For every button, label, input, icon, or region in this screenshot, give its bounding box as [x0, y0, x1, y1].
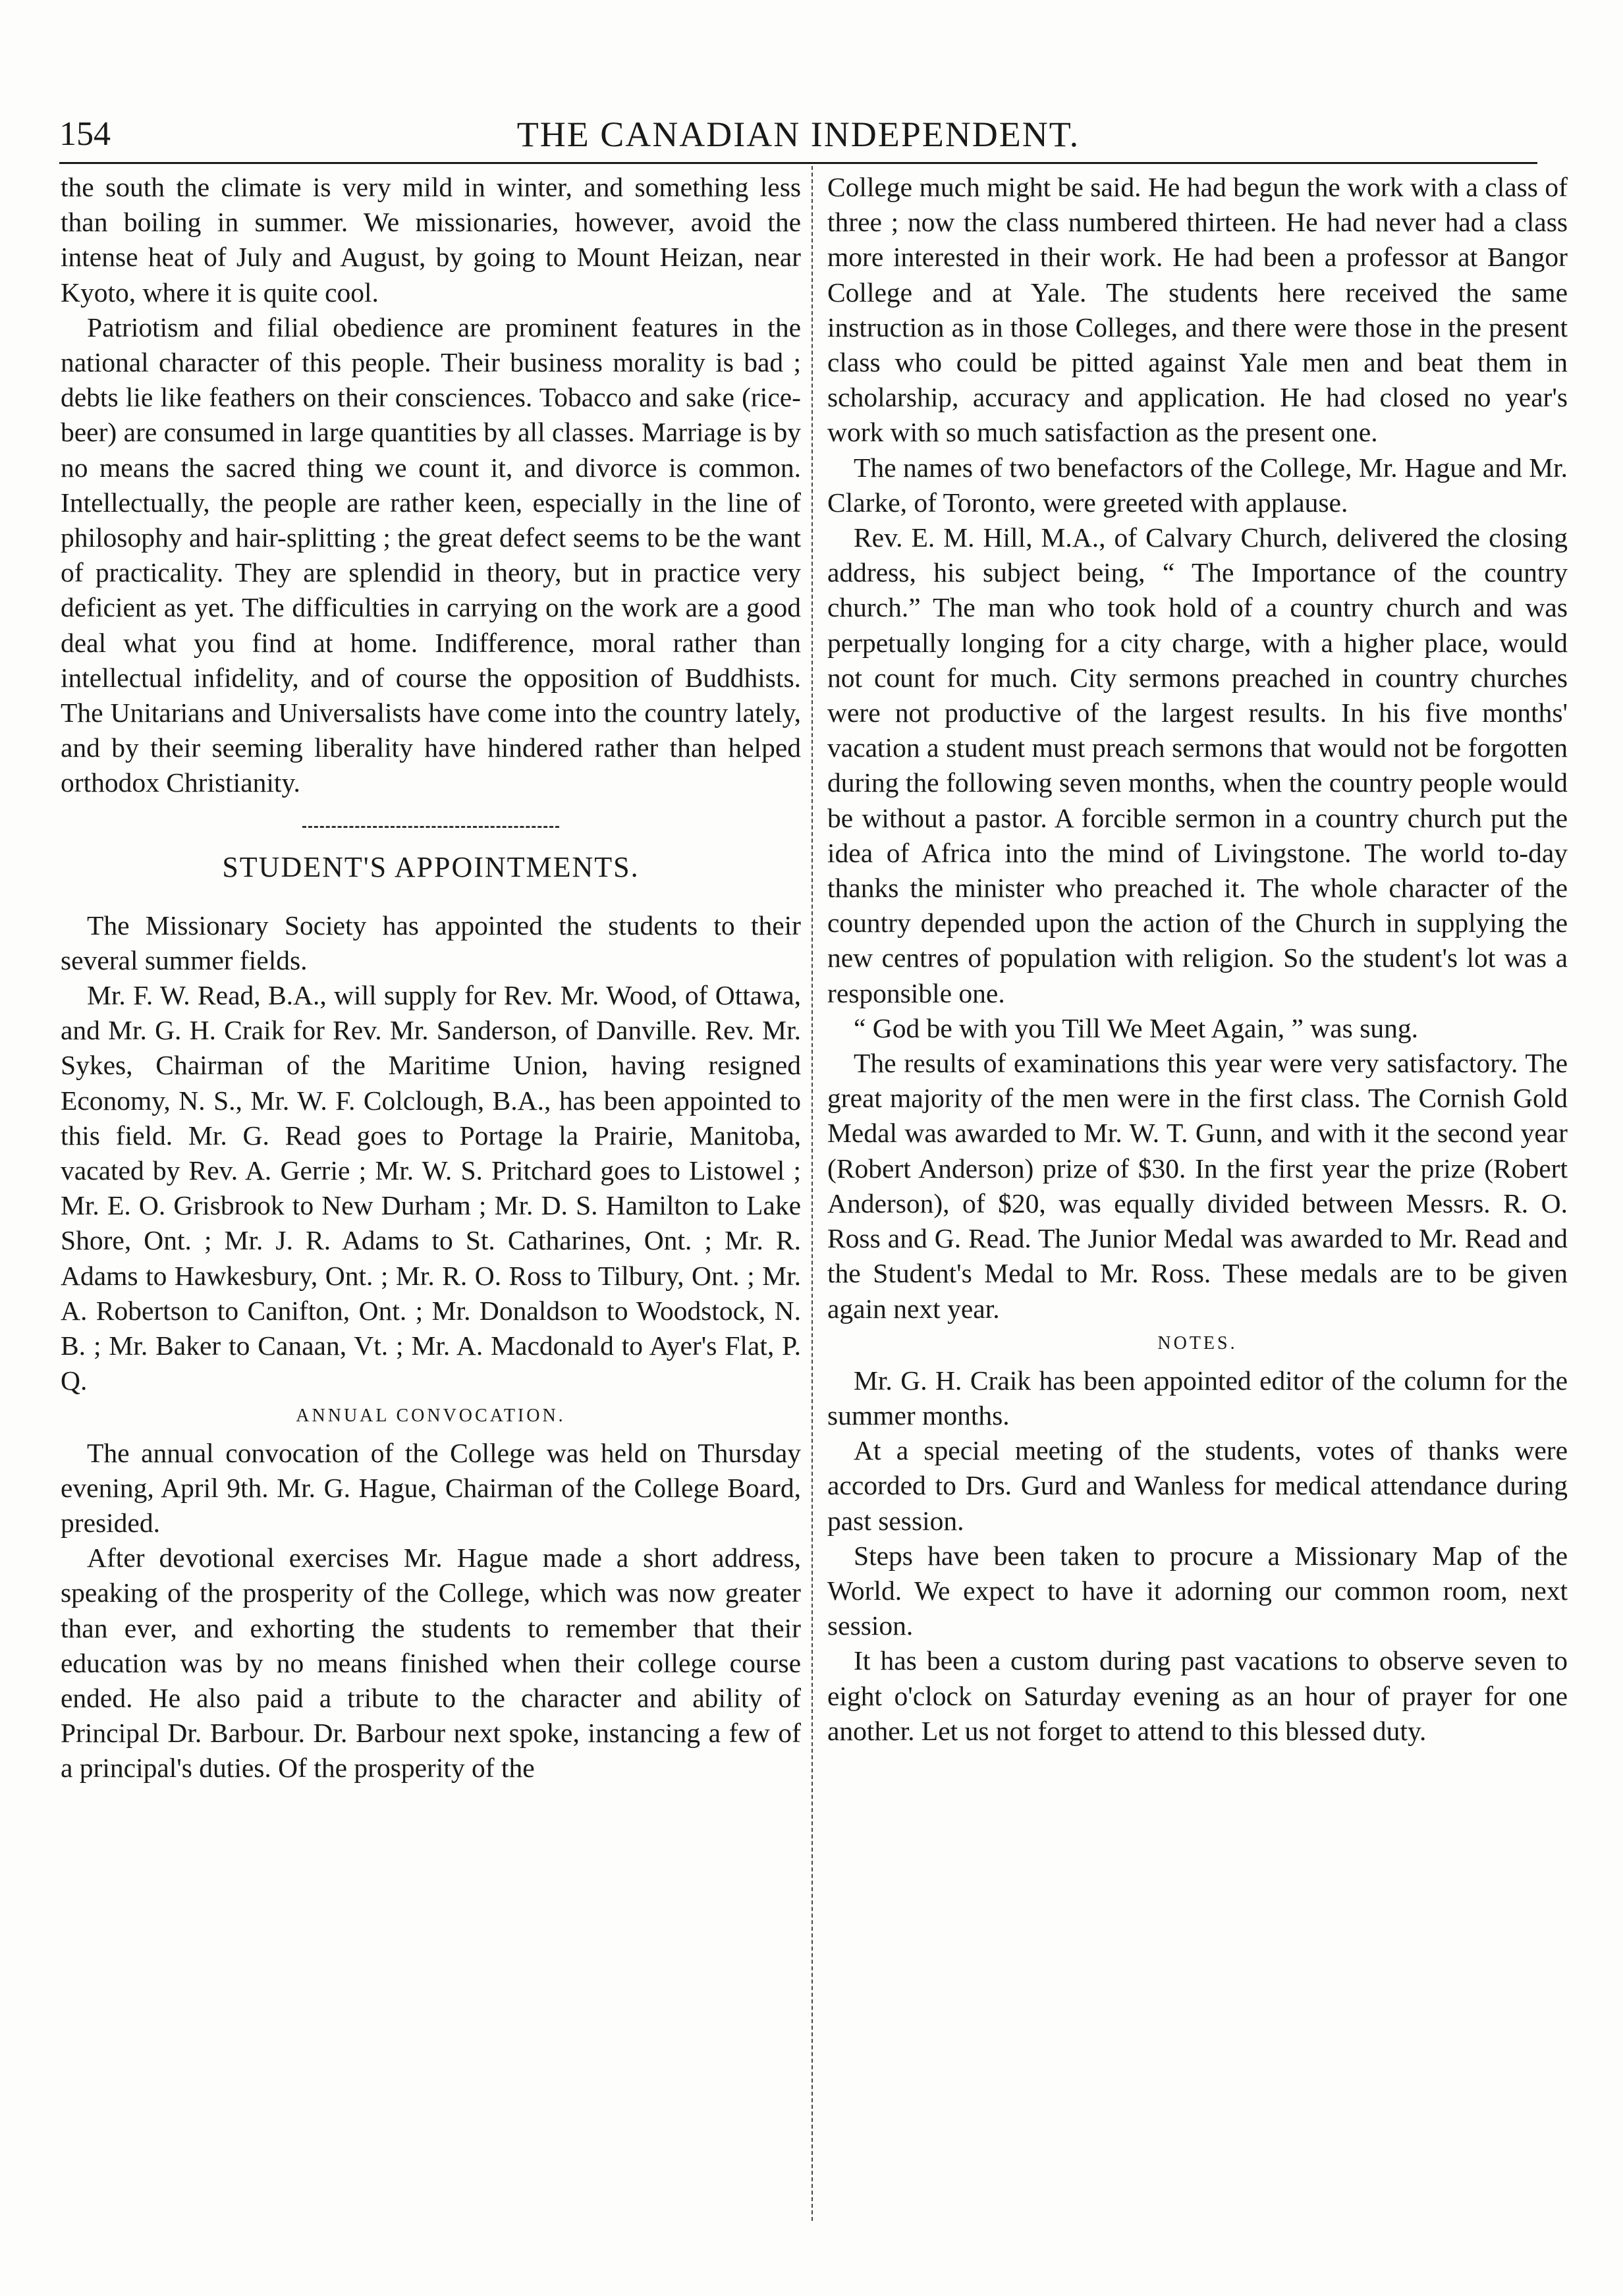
paragraph-national-character: Patriotism and filial obedience are prominent features in the national character of this people. Their business morality is bad ; debts lie like feathers on their consciences. Tobacco and sake (rice-beer) are consumed in large quantities by all classes. Marriage is by no means the sacred thing we count it, and divorce is common. Intellectually, the people are rather keen, especially in the line of philosophy and hair-splitting ; the great defect seems to be the want of practicality. They are splendid in theory, but in practice very deficient as yet. The difficulties in carrying on the work are a good deal what you find at home. Indifference, moral rather than intellectual infidelity, and of course the opposition of Buddhists. The Unitarians and Universalists have come into the country lately, and by their seeming liberality have hindered rather than helped orthodox Christianity.: [61, 312, 801, 798]
subhead-notes: NOTES.: [1157, 1332, 1238, 1353]
left-column: [61, 170, 801, 2225]
paragraph-appointments-intro: The Missionary Society has appointed the students to their several summer fields.: [61, 910, 801, 975]
paragraph-note-thanks: At a special meeting of the students, votes of thanks were accorded to Drs. Gurd and Wanless for medical attendance during past session.: [827, 1435, 1568, 1536]
paragraph-appointments-list: Mr. F. W. Read, B.A., will supply for Rev. Mr. Wood, of Ottawa, and Mr. G. H. Craik for Rev. Mr. Sanderson, of Danville. Rev. Mr. Sykes, Chairman of the Maritime Union, having resigned Economy, N. S., Mr. W. F. Colclough, B.A., has been appointed to this field. Mr. G. Read goes to Portage la Prairie, Manitoba, vacated by Rev. A. Gerrie ; Mr. W. S. Pritchard goes to Listowel ; Mr. E. O. Grisbrook to New Durham ; Mr. D. S. Hamilton to Lake Shore, Ont. ; Mr. J. R. Adams to St. Catharines, Ont. ; Mr. R. Adams to Hawkesbury, Ont. ; Mr. R. O. Ross to Tilbury, Ont. ; Mr. A. Robertson to Canifton, Ont. ; Mr. Donaldson to Woodstock, N. B. ; Mr. Baker to Canaan, Vt. ; Mr. A. Macdonald to Ayer's Flat, P. Q.: [61, 980, 801, 1396]
page-header: [59, 111, 1537, 158]
journal-title: THE CANADIAN INDEPENDENT.: [516, 115, 1080, 154]
column-divider: [812, 166, 813, 2221]
paragraph-note-prayer: It has been a custom during past vacations to observe seven to eight o'clock on Saturday evening as an hour of prayer for one another. Let us not forget to attend to this blessed duty.: [827, 1645, 1568, 1746]
section-title-appointments: STUDENT'S APPOINTMENTS.: [222, 850, 640, 883]
paragraph-hymn: “ God be with you Till We Meet Again, ” was sung.: [854, 1012, 1418, 1043]
paragraph-benefactors: The names of two benefactors of the College, Mr. Hague and Mr. Clarke, of Toronto, were greeted with applause.: [827, 452, 1568, 518]
paragraph-climate: the south the climate is very mild in winter, and something less than boiling in summer. We missionaries, however, avoid the intense heat of July and August, by going to Mount Heizan, near Kyoto, where it is quite cool.: [61, 172, 801, 308]
right-column: [827, 170, 1568, 2225]
paragraph-note-map: Steps have been taken to procure a Missionary Map of the World. We expect to have it adorning our common room, next session.: [827, 1540, 1568, 1641]
section-separator: [302, 826, 559, 828]
paragraph-closing-address: Rev. E. M. Hill, M.A., of Calvary Church, delivered the closing address, his subject being, “ The Importance of the country church.” The man who took hold of a country church and was perpetually longing for a city charge, with a higher place, would not count for much. City sermons preached in country churches were not productive of the largest results. In his five months' vacation a student must preach sermons that would not be forgotten during the following seven months, when the country people would be without a pastor. A forcible sermon in a country church put the idea of Africa into the mind of Livingstone. The world to-day thanks the minister who preached it. The whole character of the country depended upon the action of the Church in supplying the new centres of population with religion. So the student's lot was a responsible one.: [827, 522, 1568, 1008]
paragraph-college-work: College much might be said. He had begun the work with a class of three ; now the class numbered thirteen. He had never had a class more interested in their work. He had been a professor at Bangor College and at Yale. The students here received the same instruction as in those Colleges, and there were those in the present class who could be pitted against Yale men and beat them in scholarship, accuracy and application. He had closed no year's work with so much satisfaction as the present one.: [827, 172, 1568, 448]
header-rule: [59, 162, 1537, 164]
subhead-annual-convocation: ANNUAL CONVOCATION.: [296, 1405, 566, 1426]
paragraph-note-editor: Mr. G. H. Craik has been appointed editor of the column for the summer months.: [827, 1365, 1568, 1431]
page-number: 154: [59, 115, 111, 153]
paragraph-devotional-exercises: After devotional exercises Mr. Hague made a short address, speaking of the prosperity of the College, which was now greater than ever, and exhorting the students to remember that their education was by no means finished when their college course ended. He also paid a tribute to the character and ability of Principal Dr. Barbour. Dr. Barbour next spoke, instancing a few of a principal's duties. Of the prosperity of the: [61, 1543, 801, 1784]
paragraph-convocation: The annual convocation of the College was held on Thursday evening, April 9th. Mr. G. Hague, Chairman of the College Board, presided.: [61, 1437, 801, 1538]
paragraph-examination-results: The results of examinations this year were very satisfactory. The great majority of the men were in the first class. The Cornish Gold Medal was awarded to Mr. W. T. Gunn, and with it the second year (Robert Anderson) prize of $30. In the first year the prize (Robert Anderson), of $20, was equally divided between Messrs. R. O. Ross and G. Read. The Junior Medal was awarded to Mr. Read and the Student's Medal to Mr. Ross. These medals are to be given again next year.: [827, 1048, 1568, 1324]
